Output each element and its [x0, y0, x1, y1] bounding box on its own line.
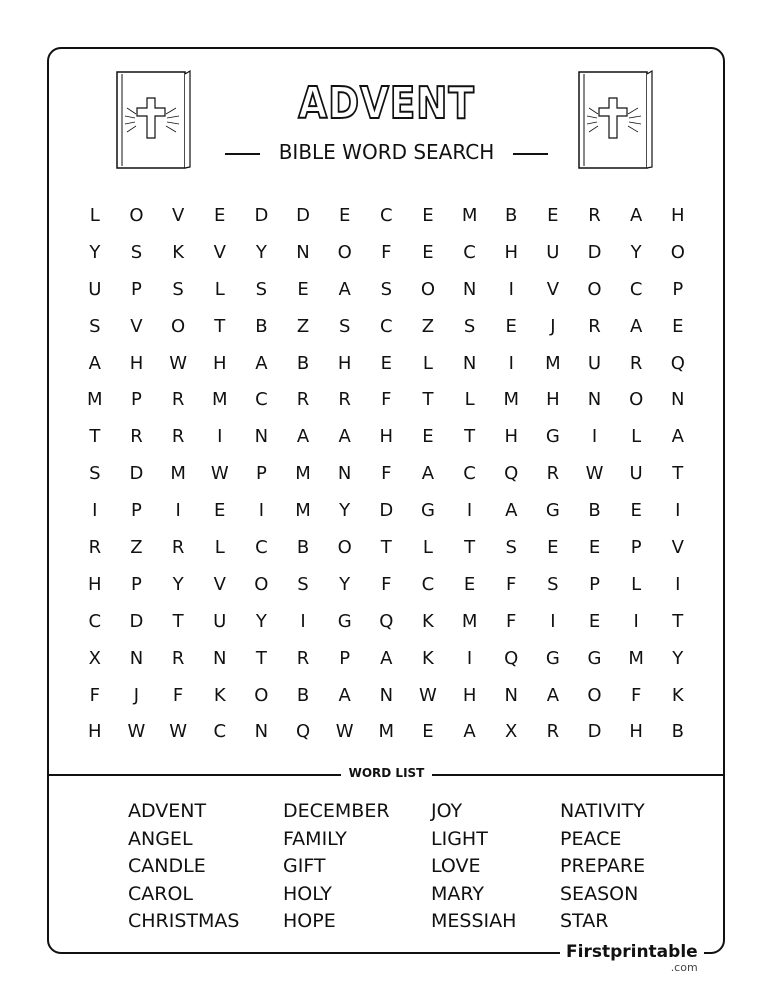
- word-item: CANDLE: [128, 855, 206, 877]
- grid-letter: T: [89, 426, 101, 448]
- page-subtitle: BIBLE WORD SEARCH: [278, 140, 495, 164]
- grid-letter: G: [337, 610, 352, 632]
- grid-letter: F: [381, 241, 392, 263]
- grid-letter: P: [131, 573, 142, 595]
- word-item: SEASON: [560, 882, 639, 905]
- grid-letter: Y: [255, 610, 267, 632]
- grid-letter: I: [675, 500, 681, 522]
- word-item: STAR: [560, 910, 609, 932]
- grid-letter: N: [213, 647, 227, 669]
- divider: [432, 774, 725, 776]
- grid-letter: R: [171, 536, 185, 558]
- grid-letter: N: [337, 463, 352, 485]
- grid-letter: A: [338, 278, 351, 300]
- grid-letter: N: [671, 389, 685, 411]
- grid-letter: I: [175, 500, 181, 522]
- grid-letter: S: [130, 241, 143, 263]
- word-column: [560, 798, 645, 936]
- word-item: GIFT: [283, 855, 326, 877]
- grid-letter: O: [254, 684, 269, 706]
- grid-letter: E: [547, 204, 559, 226]
- grid-letter: E: [588, 610, 601, 632]
- grid-letter: I: [550, 610, 556, 632]
- grid-letter: L: [422, 352, 433, 374]
- grid-letter: A: [296, 426, 310, 448]
- grid-letter: K: [172, 241, 184, 263]
- brand-name: Firstprintable: [566, 942, 698, 962]
- grid-letter: A: [380, 647, 393, 669]
- grid-letter: C: [463, 241, 476, 263]
- grid-letter: L: [464, 389, 475, 411]
- word-column: [431, 798, 516, 936]
- grid-letter: G: [545, 500, 560, 522]
- grid-letter: H: [504, 241, 518, 263]
- word-item: LOVE: [431, 855, 481, 877]
- grid-letter: M: [461, 610, 478, 632]
- word-item: FAMILY: [283, 827, 347, 850]
- grid-letter: H: [629, 721, 643, 743]
- grid-letter: L: [214, 278, 225, 300]
- grid-letter: E: [505, 315, 517, 337]
- grid-letter: Y: [630, 241, 642, 263]
- grid-letter: H: [88, 573, 102, 595]
- grid-letter: R: [629, 352, 643, 374]
- grid-letter: E: [297, 278, 309, 300]
- grid-letter: I: [633, 610, 639, 632]
- grid-letter: A: [546, 684, 560, 706]
- grid-letter: U: [213, 610, 227, 632]
- grid-letter: O: [337, 241, 352, 263]
- grid-letter: B: [296, 352, 310, 374]
- grid-letter: A: [338, 684, 351, 706]
- grid-letter: N: [462, 352, 477, 374]
- grid-letter: F: [89, 684, 100, 706]
- grid-letter: D: [587, 241, 602, 263]
- grid-letter: N: [129, 647, 144, 669]
- grid-letter: H: [129, 352, 144, 374]
- grid-letter: B: [505, 204, 518, 226]
- grid-letter: F: [506, 610, 517, 632]
- grid-letter: V: [171, 204, 185, 226]
- grid-letter: W: [585, 463, 604, 485]
- grid-letter: O: [587, 278, 602, 300]
- grid-letter: O: [629, 389, 644, 411]
- grid-letter: A: [338, 426, 351, 448]
- grid-letter: E: [422, 721, 434, 743]
- grid-letter: V: [213, 241, 226, 263]
- grid-letter: D: [587, 721, 602, 743]
- grid-letter: C: [213, 721, 227, 743]
- grid-letter: I: [591, 426, 598, 448]
- grid-letter: R: [296, 389, 310, 411]
- grid-letter: C: [380, 204, 393, 226]
- grid-letter: R: [296, 647, 310, 669]
- grid-letter: A: [463, 721, 476, 743]
- grid-letter: N: [504, 684, 518, 706]
- grid-letter: E: [672, 315, 684, 337]
- word-item: HOLY: [283, 882, 332, 905]
- subtitle-rule: [513, 153, 548, 155]
- grid-letter: W: [169, 721, 187, 743]
- grid-letter: H: [504, 426, 518, 448]
- grid-letter: X: [505, 721, 518, 743]
- grid-letter: F: [630, 684, 642, 706]
- grid-letter: R: [588, 204, 601, 226]
- grid-letter: K: [422, 647, 434, 669]
- grid-letter: V: [130, 315, 143, 337]
- grid-letter: X: [88, 647, 101, 669]
- grid-letter: B: [296, 684, 310, 706]
- grid-letter: N: [296, 241, 310, 263]
- grid-letter: S: [463, 315, 476, 337]
- grid-letter: L: [214, 536, 225, 558]
- word-item: CHRISTMAS: [128, 910, 240, 932]
- grid-letter: H: [337, 352, 352, 374]
- grid-letter: K: [671, 684, 684, 706]
- grid-letter: B: [671, 721, 684, 743]
- grid-letter: V: [546, 278, 560, 300]
- grid-letter: R: [546, 463, 560, 485]
- grid-letter: R: [130, 426, 143, 448]
- grid-letter: T: [214, 315, 226, 337]
- grid-letter: M: [628, 647, 644, 669]
- grid-letter: Y: [255, 241, 267, 263]
- grid-letter: Q: [504, 463, 519, 485]
- grid-letter: H: [546, 389, 560, 411]
- grid-letter: M: [378, 721, 395, 743]
- grid-letter: D: [129, 610, 144, 632]
- grid-letter: R: [588, 315, 601, 337]
- word-item: LIGHT: [431, 827, 488, 850]
- grid-letter: I: [466, 647, 473, 669]
- word-item: PEACE: [560, 827, 622, 850]
- grid-letter: T: [255, 647, 267, 669]
- grid-letter: M: [170, 463, 186, 485]
- grid-letter: J: [550, 315, 556, 337]
- grid-letter: I: [92, 500, 98, 522]
- grid-letter: E: [338, 204, 351, 226]
- grid-letter: E: [214, 204, 226, 226]
- grid-letter: C: [421, 573, 435, 595]
- grid-letter: Y: [339, 500, 351, 522]
- word-list-label: WORD LIST: [348, 766, 425, 780]
- grid-letter: R: [171, 389, 185, 411]
- word-item: ADVENT: [128, 800, 207, 822]
- grid-letter: W: [335, 721, 354, 743]
- word-item: MARY: [431, 882, 484, 905]
- grid-letter: A: [671, 426, 684, 448]
- word-item: ANGEL: [128, 827, 193, 850]
- grid-letter: V: [213, 573, 226, 595]
- grid-letter: F: [172, 684, 184, 706]
- grid-letter: J: [133, 684, 140, 706]
- grid-letter: B: [588, 500, 601, 522]
- grid-letter: L: [631, 426, 642, 448]
- word-item: DECEMBER: [283, 800, 390, 822]
- word-item: PREPARE: [560, 855, 646, 877]
- word-item: HOPE: [283, 910, 336, 932]
- grid-letter: S: [380, 278, 393, 300]
- grid-letter: I: [508, 352, 514, 374]
- grid-letter: Q: [295, 721, 311, 743]
- grid-letter: M: [461, 204, 478, 226]
- grid-letter: K: [213, 684, 226, 706]
- grid-letter: G: [545, 426, 560, 448]
- grid-letter: T: [464, 536, 476, 558]
- grid-letter: H: [379, 426, 394, 448]
- brand-domain: .com: [670, 961, 698, 974]
- grid-letter: M: [87, 389, 103, 411]
- grid-letter: L: [422, 536, 433, 558]
- grid-letter: S: [89, 315, 101, 337]
- grid-letter: T: [380, 536, 392, 558]
- grid-letter: O: [337, 536, 352, 558]
- grid-letter: P: [131, 389, 142, 411]
- grid-letter: M: [211, 389, 228, 411]
- grid-letter: H: [671, 204, 685, 226]
- grid-letter: C: [255, 389, 268, 411]
- grid-letter: P: [630, 536, 642, 558]
- grid-letter: E: [547, 536, 559, 558]
- grid-letter: S: [255, 278, 268, 300]
- grid-letter: E: [588, 536, 601, 558]
- grid-letter: S: [297, 573, 309, 595]
- grid-letter: U: [587, 352, 602, 374]
- grid-letter: T: [464, 426, 476, 448]
- grid-letter: T: [172, 610, 184, 632]
- grid-letter: B: [255, 315, 268, 337]
- grid-letter: Q: [379, 610, 394, 632]
- grid-letter: A: [505, 500, 518, 522]
- footer-brand: [560, 942, 704, 973]
- grid-letter: M: [545, 352, 561, 374]
- grid-letter: Y: [89, 241, 101, 263]
- grid-letter: W: [169, 352, 187, 374]
- grid-letter: I: [300, 610, 306, 632]
- page-title: ADVENT: [298, 78, 475, 129]
- grid-letter: F: [506, 573, 517, 595]
- grid-letter: R: [338, 389, 351, 411]
- grid-letter: A: [255, 352, 268, 374]
- word-column: [283, 798, 390, 936]
- grid-letter: A: [629, 315, 643, 337]
- grid-letter: T: [672, 463, 684, 485]
- grid-letter: W: [210, 463, 229, 485]
- grid-letter: Y: [339, 573, 351, 595]
- grid-letter: R: [88, 536, 102, 558]
- grid-letter: V: [671, 536, 684, 558]
- grid-letter: M: [503, 389, 519, 411]
- grid-letter: Q: [670, 352, 685, 374]
- grid-letter: A: [629, 204, 643, 226]
- grid-letter: I: [466, 500, 473, 522]
- grid-letter: A: [421, 463, 435, 485]
- grid-letter: O: [670, 241, 685, 263]
- grid-letter: Z: [421, 315, 435, 337]
- grid-letter: O: [129, 204, 144, 226]
- grid-letter: Z: [130, 536, 143, 558]
- grid-letter: C: [629, 278, 643, 300]
- grid-letter: H: [462, 684, 477, 706]
- grid-letter: Z: [296, 315, 310, 337]
- grid-letter: E: [422, 426, 434, 448]
- grid-letter: G: [420, 500, 435, 522]
- grid-letter: O: [587, 684, 602, 706]
- grid-letter: I: [508, 278, 514, 300]
- grid-letter: C: [463, 463, 476, 485]
- grid-letter: B: [296, 536, 310, 558]
- grid-letter: T: [422, 389, 434, 411]
- grid-letter: O: [254, 573, 269, 595]
- grid-letter: P: [672, 278, 684, 300]
- grid-letter: P: [255, 463, 267, 485]
- grid-letter: U: [629, 463, 643, 485]
- grid-letter: O: [171, 315, 186, 337]
- grid-letter: P: [131, 278, 142, 300]
- grid-letter: N: [254, 721, 269, 743]
- grid-letter: L: [89, 204, 100, 226]
- grid-letter: N: [254, 426, 269, 448]
- grid-letter: S: [547, 573, 559, 595]
- grid-letter: U: [88, 278, 102, 300]
- grid-letter: I: [675, 573, 681, 595]
- grid-letter: G: [587, 647, 602, 669]
- grid-letter: Y: [172, 573, 184, 595]
- grid-letter: R: [546, 721, 560, 743]
- grid-letter: D: [296, 204, 310, 226]
- grid-letter: E: [630, 500, 642, 522]
- word-item: NATIVITY: [560, 800, 645, 822]
- grid-letter: L: [631, 573, 642, 595]
- grid-letter: E: [422, 241, 434, 263]
- word-item: MESSIAH: [431, 910, 517, 932]
- grid-letter: M: [295, 500, 311, 522]
- grid-letter: C: [88, 610, 102, 632]
- letter-grid: [74, 197, 699, 750]
- grid-letter: R: [171, 647, 185, 669]
- grid-letter: D: [129, 463, 144, 485]
- grid-letter: E: [214, 500, 226, 522]
- grid-letter: S: [338, 315, 351, 337]
- word-item: JOY: [431, 800, 463, 822]
- grid-letter: I: [217, 426, 223, 448]
- grid-letter: M: [295, 463, 311, 485]
- grid-letter: W: [419, 684, 437, 706]
- word-item: CAROL: [128, 882, 194, 905]
- grid-letter: H: [212, 352, 227, 374]
- grid-letter: D: [254, 204, 269, 226]
- grid-letter: T: [672, 610, 684, 632]
- grid-letter: W: [127, 721, 146, 743]
- grid-letter: D: [379, 500, 394, 522]
- grid-letter: P: [589, 573, 600, 595]
- grid-letter: F: [381, 463, 392, 485]
- grid-letter: K: [422, 610, 434, 632]
- grid-letter: I: [258, 500, 265, 522]
- grid-letter: N: [587, 389, 602, 411]
- grid-letter: N: [379, 684, 394, 706]
- grid-letter: F: [381, 573, 392, 595]
- grid-letter: S: [172, 278, 184, 300]
- grid-letter: F: [381, 389, 392, 411]
- grid-letter: E: [422, 204, 434, 226]
- grid-letter: Y: [672, 647, 684, 669]
- grid-letter: E: [463, 573, 476, 595]
- grid-letter: H: [88, 721, 102, 743]
- grid-letter: O: [420, 278, 436, 300]
- grid-letter: S: [505, 536, 517, 558]
- grid-letter: C: [380, 315, 393, 337]
- grid-letter: Q: [504, 647, 519, 669]
- grid-letter: E: [380, 352, 392, 374]
- grid-letter: G: [545, 647, 560, 669]
- grid-letter: C: [255, 536, 268, 558]
- grid-letter: P: [131, 500, 142, 522]
- word-column: [128, 798, 239, 936]
- grid-letter: A: [88, 352, 101, 374]
- grid-letter: P: [339, 647, 351, 669]
- grid-letter: R: [171, 426, 185, 448]
- grid-letter: U: [546, 241, 560, 263]
- grid-letter: N: [462, 278, 477, 300]
- grid-letter: S: [89, 463, 101, 485]
